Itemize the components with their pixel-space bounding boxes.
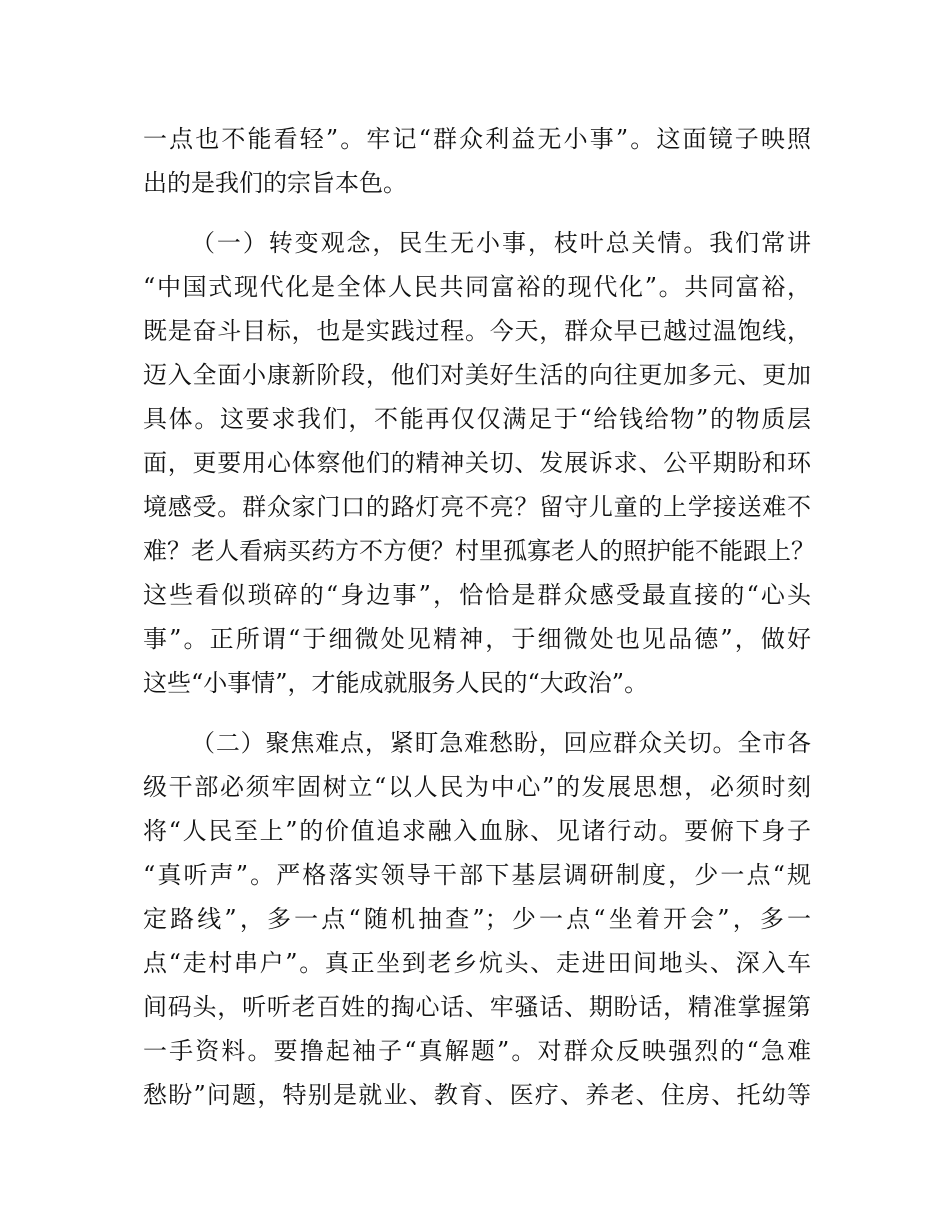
text-line: 面，更要用心体察他们的精神关切、发展诉求、公平期盼和环 (143, 449, 811, 477)
text-line: 级干部必须牢固树立“以人民为中心”的发展思想，必须时刻 (143, 773, 811, 801)
text-line: 一点也不能看轻”。牢记“群众利益无小事”。这面镜子映照 (143, 125, 811, 153)
text-line: “真听声”。严格落实领导干部下基层调研制度，少一点“规 (143, 861, 811, 889)
text-line: 这些“小事情”，才能成就服务人民的“大政治”。 (143, 669, 649, 697)
text-line: 既是奋斗目标，也是实践过程。今天，群众早已越过温饱线， (143, 317, 811, 345)
text-line: 定路线”，多一点“随机抽查”；少一点“坐着开会”，多一 (143, 905, 811, 933)
text-line: （二）聚焦难点，紧盯急难愁盼，回应群众关切。全市各 (191, 729, 811, 757)
text-line: 难？老人看病买药方不方便？村里孤寡老人的照护能不能跟上？ (143, 537, 815, 565)
paragraph-2 (143, 221, 815, 705)
text-line: 间码头，听听老百姓的掏心话、牢骚话、期盼话，精准掌握第 (143, 993, 811, 1021)
text-line: 这些看似琐碎的“身边事”，恰恰是群众感受最直接的“心头 (143, 581, 811, 609)
text-line: 愁盼”问题，特别是就业、教育、医疗、养老、住房、托幼等 (143, 1081, 811, 1109)
text-line: 具体。这要求我们，不能再仅仅满足于“给钱给物”的物质层 (143, 405, 811, 433)
document-body (143, 117, 815, 1133)
text-line: 迈入全面小康新阶段，他们对美好生活的向往更加多元、更加 (143, 361, 811, 389)
text-line: （一）转变观念，民生无小事，枝叶总关情。我们常讲 (191, 229, 811, 257)
text-line: 出的是我们的宗旨本色。 (143, 169, 407, 197)
text-line: 一手资料。要撸起袖子“真解题”。对群众反映强烈的“急难 (143, 1037, 811, 1065)
paragraph-1 (143, 117, 811, 205)
paragraph-3 (143, 721, 811, 1117)
text-line: 事”。正所谓“于细微处见精神，于细微处也见品德”，做好 (143, 625, 811, 653)
text-line: 境感受。群众家门口的路灯亮不亮？留守儿童的上学接送难不 (143, 493, 811, 521)
text-line: 将“人民至上”的价值追求融入血脉、见诸行动。要俯下身子 (143, 817, 811, 845)
text-line: “中国式现代化是全体人民共同富裕的现代化”。共同富裕， (143, 273, 811, 301)
text-line: 点“走村串户”。真正坐到老乡炕头、走进田间地头、深入车 (143, 949, 811, 977)
